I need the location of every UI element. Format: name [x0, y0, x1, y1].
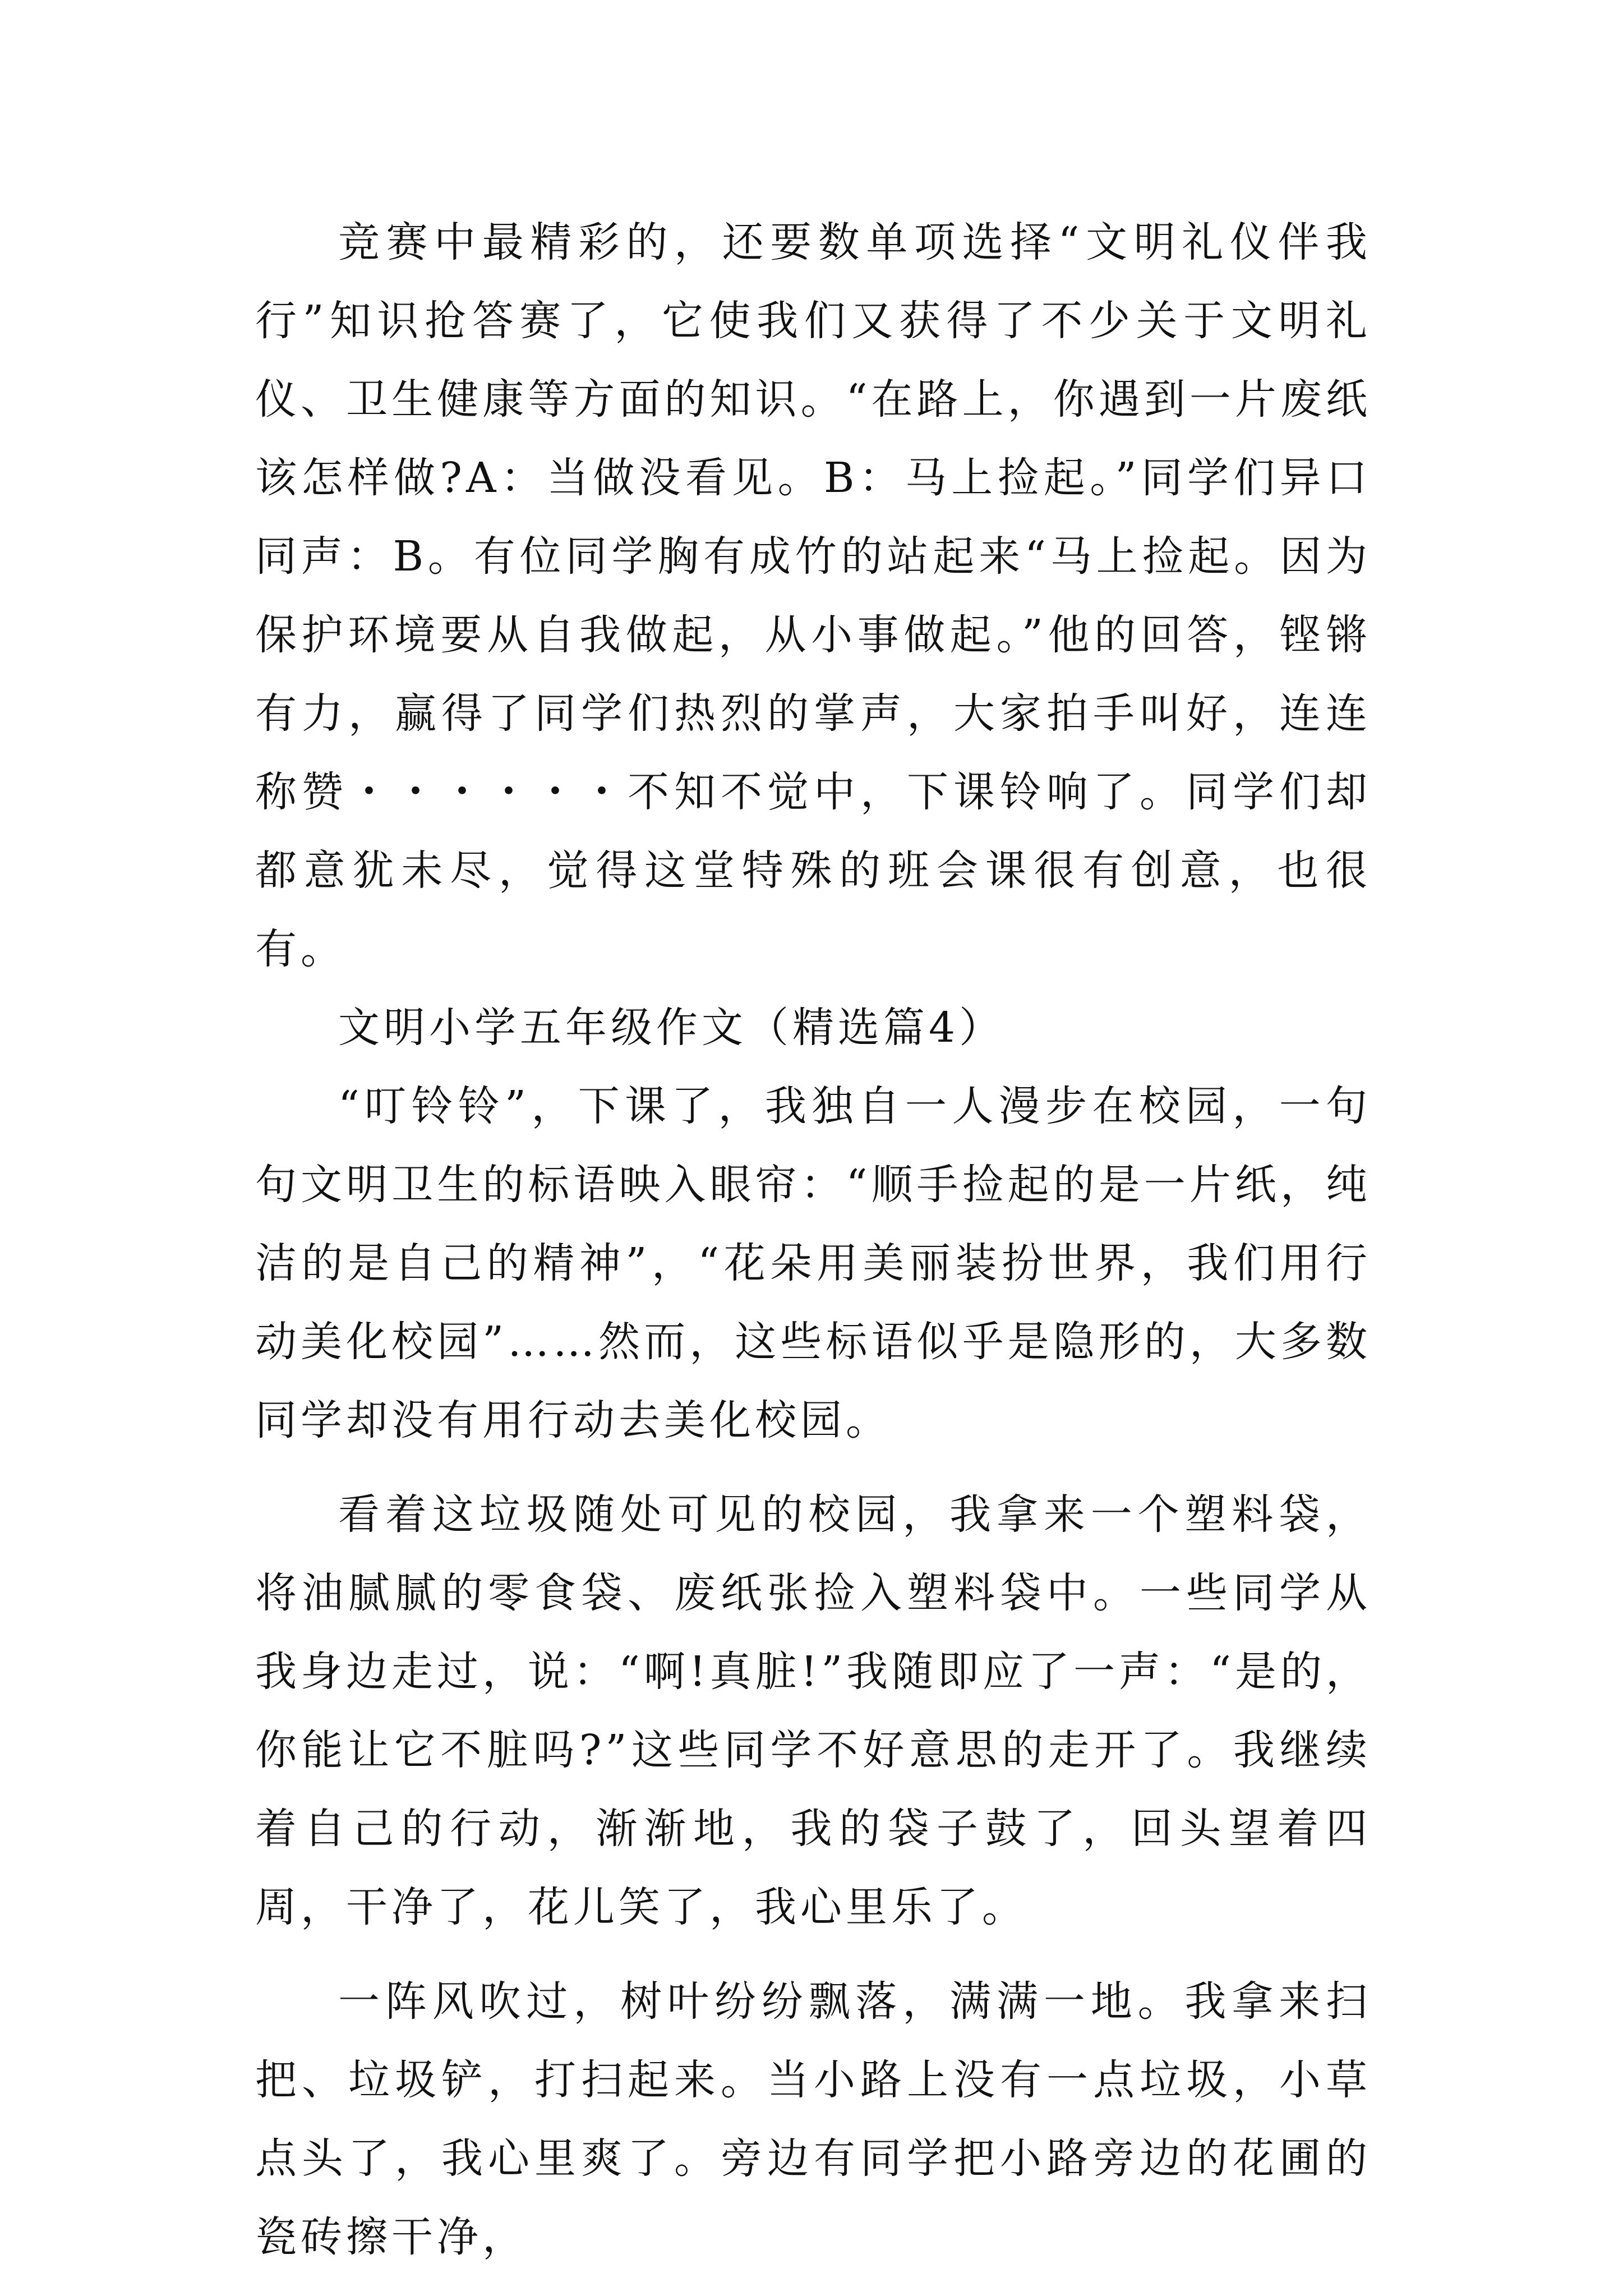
- paragraph-picking-litter: 看着这垃圾随处可见的校园，我拿来一个塑料袋，将油腻腻的零食袋、废纸张捡入塑料袋中。一些同学从我身边走过，说：“啊!真脏!”我随即应了一声：“是的，你能让它不脏吗?”这些同学不好意思的走开了。我继续着自己的行动，渐渐地，我的袋子鼓了，回头望着四周，干净了，花儿笑了，我心里乐了。: [255, 1490, 1371, 1931]
- document-body: [255, 203, 1371, 2276]
- paragraph-sweeping-leaves: 一阵风吹过，树叶纷纷飘落，满满一地。我拿来扫把、垃圾铲，打扫起来。当小路上没有一点垃圾，小草点头了，我心里爽了。旁边有同学把小路旁边的花圃的瓷砖擦干净，: [255, 1977, 1371, 2261]
- section-title: 文明小学五年级作文（精选篇4）: [338, 1004, 1005, 1052]
- paragraph-slogans: “叮铃铃”，下课了，我独自一人漫步在校园，一句句文明卫生的标语映入眼帘：“顺手捡起的是一片纸，纯洁的是自己的精神”，“花朵用美丽装扮世界，我们用行动美化校园”……然而，这些标语似乎是隐形的，大多数同学却没有用行动去美化校园。: [255, 1082, 1371, 1444]
- paragraph-quiz-contest: 竞赛中最精彩的，还要数单项选择“文明礼仪伴我行”知识抢答赛了，它使我们又获得了不少关于文明礼仪、卫生健康等方面的知识。“在路上，你遇到一片废纸该怎样做?A：当做没看见。B：马上捡起。”同学们异口同声：B。有位同学胸有成竹的站起来“马上捡起。因为保护环境要从自我做起，从小事做起。”他的回答，铿锵有力，赢得了同学们热烈的掌声，大家拍手叫好，连连称赞・・・・・・不知不觉中，下课铃响了。同学们却都意犹未尽，觉得这堂特殊的班会课很有创意，也很有。: [255, 218, 1371, 973]
